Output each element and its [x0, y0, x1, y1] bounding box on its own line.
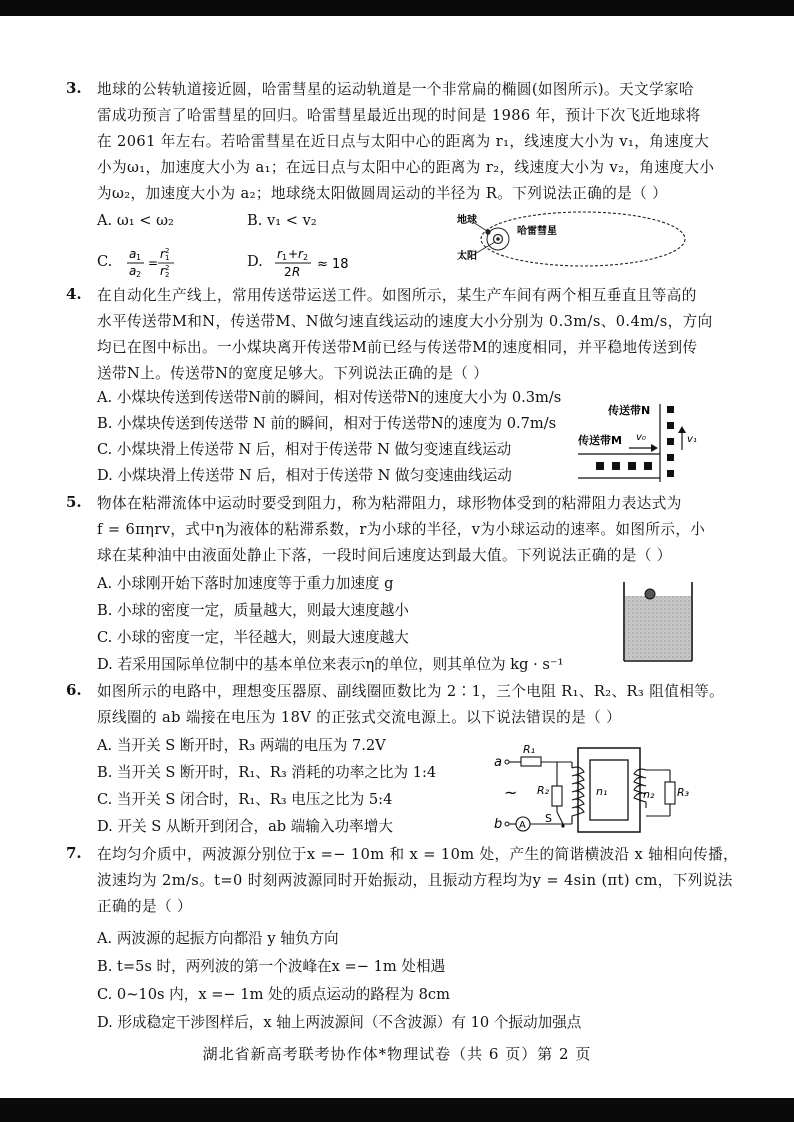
option-b: B. t=5s 时，两列波的第一个波峰在x =− 1m 处相遇 [97, 958, 446, 975]
svg-text:r: r [159, 264, 165, 278]
conveyor-diagram [574, 398, 698, 490]
r1-label: R₁ [523, 743, 536, 756]
question-text-line: 在均匀介质中，两波源分别位于x =− 10m 和 x = 10m 处，产生的简谐横波沿 x 轴相向传播， [97, 846, 739, 863]
question-text-line: 送带N上。传送带N的宽度足够大。下列说法正确的是（ ） [97, 365, 489, 382]
scan-bottom-edge [0, 1098, 794, 1122]
option-c: C. 0~10s 内，x =− 1m 处的质点运动的路程为 8cm [97, 986, 450, 1003]
svg-text:a: a [128, 264, 137, 278]
svg-text:2: 2 [284, 265, 293, 278]
question-number: 6. [66, 681, 82, 699]
option-d: D. 形成稳定干涉图样后，x 轴上两波源间（不含波源）有 10 个振动加强点 [97, 1014, 582, 1031]
question-number: 7. [66, 844, 82, 862]
option-a: A. 两波源的起振方向都沿 y 轴负方向 [97, 930, 339, 947]
svg-text:2: 2 [164, 247, 170, 255]
transformer-circuit [492, 740, 698, 840]
question-text-line: 在 2061 年左右。若哈雷彗星在近日点与太阳中心的距离为 r₁，线速度大小为 v₁，角速度大 [97, 133, 710, 150]
question-text-line: 物体在粘滞流体中运动时要受到阻力，称为粘滞阻力，球形物体受到的粘滞阻力表达式为 [97, 495, 682, 512]
svg-text:2: 2 [164, 264, 170, 272]
svg-text:≈ 18: ≈ 18 [317, 257, 350, 272]
question-text-line: 正确的是（ ） [97, 898, 193, 915]
resistor-r1 [521, 757, 541, 766]
option-a: A. 当开关 S 断开时，R₃ 两端的电压为 7.2V [97, 737, 386, 754]
svg-text:r: r [298, 247, 304, 261]
sun-center [496, 237, 500, 241]
belt-n-label: 传送带N [608, 404, 651, 417]
option-b: B. 小球的密度一定，质量越大，则最大速度越小 [97, 602, 409, 619]
resistor-r3 [665, 782, 675, 804]
ammeter-label: A [519, 820, 526, 831]
page-footer: 湖北省新高考联考协作体*物理试卷（共 6 页）第 2 页 [202, 1045, 592, 1063]
svg-text:2: 2 [164, 271, 170, 278]
option-c-label: C. [97, 253, 113, 270]
svg-text:1: 1 [164, 254, 170, 262]
oil-container-diagram [620, 580, 698, 664]
ball-icon [645, 589, 655, 599]
svg-text:+: + [288, 247, 299, 261]
ratio-formula [117, 246, 177, 278]
ratio-formula [267, 246, 367, 278]
option-c [97, 246, 177, 278]
option-d: D. 开关 S 从断开到闭合，ab 端输入功率增大 [97, 818, 393, 835]
option-d: D. 小煤块滑上传送带 N 后，相对于传送带 N 做匀变速曲线运动 [97, 467, 512, 484]
question-number: 3. [66, 79, 82, 97]
option-a: A. 小煤块传送到传送带N前的瞬间，相对传送带N的速度大小为 0.3m/s [97, 389, 562, 406]
question-text-line: 均已在图中标出。一小煤块离开传送带M前已经与传送带M的速度相同，并平稳地传送到传 [97, 339, 698, 356]
option-a: A. 小球刚开始下落时加速度等于重力加速度 g [97, 575, 394, 592]
n2-label: n₂ [643, 788, 655, 801]
switch-s-label: S [545, 812, 552, 825]
question-text-line: 雷成功预言了哈雷彗星的回归。哈雷彗星最近出现的时间是 1986 年，预计下次飞近地球将 [97, 107, 701, 124]
n1-label: n₁ [596, 785, 608, 798]
question-text-line: 原线圈的 ab 端接在电压为 18V 的正弦式交流电源上。以下说法错误的是（ ） [97, 709, 622, 726]
svg-text:r: r [277, 247, 283, 261]
r2-label: R₂ [537, 784, 550, 797]
svg-text:R: R [292, 265, 301, 278]
v0-label: v₀ [636, 432, 646, 443]
question-text-line: f = 6πηrv，式中η为液体的粘滞系数，r为小球的半径，v为小球运动的速率。如图所示，小 [97, 521, 706, 538]
svg-text:2: 2 [135, 270, 142, 278]
svg-text:r: r [159, 247, 165, 261]
halley-orbit-diagram [455, 208, 690, 274]
question-text-line: 小为ω₁，加速度大小为 a₁；在远日点与太阳中心的距离为 r₂，线速度大小为 v₂，角速度大小 [97, 159, 715, 176]
r3-label: R₃ [677, 786, 690, 799]
svg-text:=: = [147, 256, 158, 270]
option-d: D. 若采用国际单位制中的基本单位来表示η的单位，则其单位为 kg · s⁻¹ [97, 656, 564, 673]
earth-label: 地球 [457, 215, 477, 226]
terminal-a-label: a [494, 755, 502, 770]
option-a: A. ω₁ < ω₂ [97, 212, 174, 229]
svg-text:1: 1 [282, 253, 288, 262]
option-c: C. 当开关 S 闭合时，R₁、R₃ 电压之比为 5:4 [97, 791, 393, 808]
svg-text:1: 1 [135, 253, 142, 262]
question-number: 5. [66, 493, 82, 511]
question-text-line: 地球的公转轨道接近圆，哈雷彗星的运动轨道是一个非常扁的椭圆(如图所示)。天文学家哈 [97, 81, 694, 98]
terminal-b-label: b [494, 817, 503, 832]
question-text-line: 如图所示的电路中，理想变压器原、副线圈匝数比为 2∶1，三个电阻 R₁、R₂、R₃ 阻值相等。 [97, 683, 725, 700]
question-text-line: 球在某种油中由液面处静止下落，一段时间后速度达到最大值。下列说法正确的是（ ） [97, 547, 672, 564]
option-d-label: D. [247, 253, 263, 270]
question-text-line: 在自动化生产线上，常用传送带运送工件。如图所示，某生产车间有两个相互垂直且等高的 [97, 287, 697, 304]
svg-text:2: 2 [303, 253, 309, 262]
comet-label: 哈雷彗星 [517, 226, 557, 237]
option-b: B. 小煤块传送到传送带 N 前的瞬间，相对于传送带N的速度为 0.7m/s [97, 415, 557, 432]
ac-source-symbol: ~ [504, 783, 518, 802]
belt-m-label: 传送带M [578, 434, 622, 447]
option-d [247, 246, 367, 278]
option-c: C. 小球的密度一定，半径越大，则最大速度越大 [97, 629, 409, 646]
option-b: B. 当开关 S 断开时，R₁、R₃ 消耗的功率之比为 1:4 [97, 764, 437, 781]
option-c: C. 小煤块滑上传送带 N 后，相对于传送带 N 做匀变速直线运动 [97, 441, 512, 458]
switch-s [557, 812, 563, 824]
oil-liquid [625, 596, 691, 660]
question-text-line: 为ω₂，加速度大小为 a₂；地球绕太阳做圆周运动的半径为 R。下列说法正确的是（ ） [97, 185, 668, 202]
question-text-line: 水平传送带M和N，传送带M、N做匀速直线运动的速度大小分别为 0.3m/s、0.4m/s，方向 [97, 313, 713, 330]
question-text-line: 波速均为 2m/s。t=0 时刻两波源同时开始振动，且振动方程均为y = 4sin (πt) cm，下列说法 [97, 872, 733, 889]
svg-text:a: a [128, 247, 137, 261]
v1-label: v₁ [687, 434, 697, 445]
option-b: B. v₁ < v₂ [247, 212, 317, 229]
question-number: 4. [66, 285, 82, 303]
comet-orbit [481, 212, 685, 266]
scan-top-edge [0, 0, 794, 16]
sun-label: 太阳 [457, 251, 477, 262]
resistor-r2 [552, 786, 562, 806]
